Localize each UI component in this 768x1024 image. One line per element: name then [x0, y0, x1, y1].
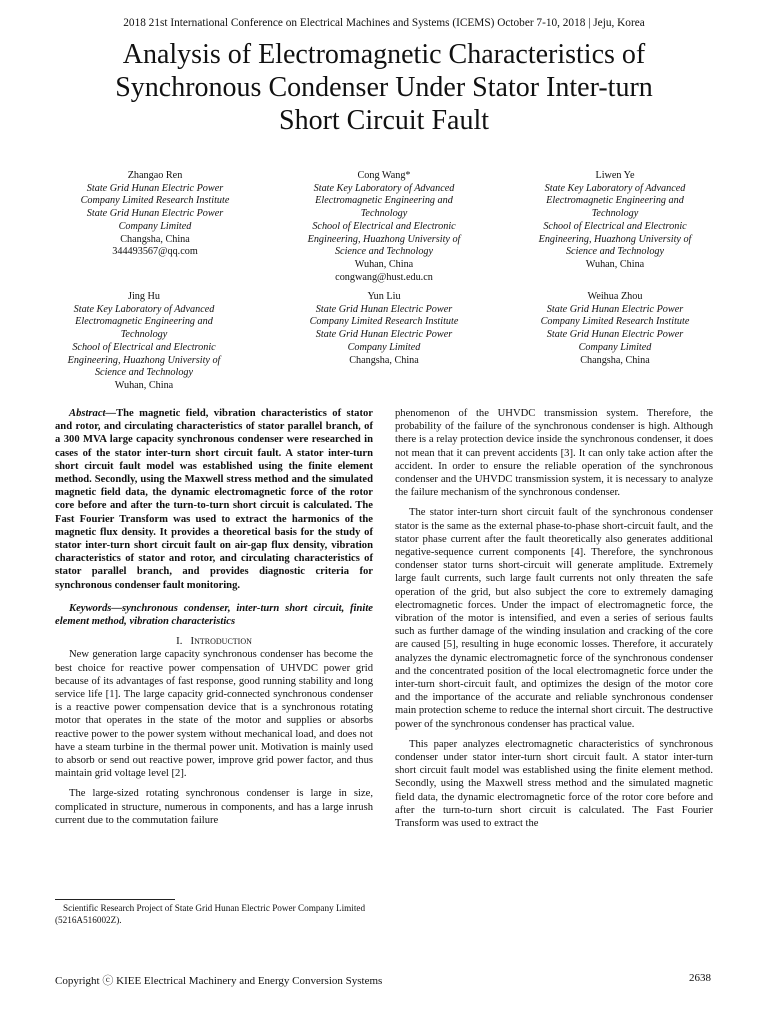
author-3: [515, 170, 715, 272]
right-column: [395, 407, 713, 830]
author-affiliation-line: Electromagnetic Engineering and: [315, 195, 453, 207]
keywords-text: synchronous condenser, inter-turn short circuit, finite element method, vibration characteristics: [55, 602, 373, 628]
title-line-1: Analysis of Electromagnetic Characteristics of: [122, 39, 646, 70]
author-affiliation-line: State Key Laboratory of Advanced: [313, 182, 455, 194]
author-affiliation-line: Electromagnetic Engineering and: [75, 316, 213, 328]
section-number: I.: [176, 635, 183, 648]
author-affiliation-line: School of Electrical and Electronic: [543, 220, 687, 232]
author-location: Wuhan, China: [354, 258, 414, 270]
author-6: [515, 291, 715, 367]
title-line-3: Short Circuit Fault: [279, 105, 489, 136]
right-paragraph-2: The stator inter-turn short circuit fault of the synchronous condenser stator is the same as the external phase-to-phase short-circuit fault, and the stator phase current after the fault theoretically also generates additional negative-sequence current components [4]. Therefore, the synchronous condenser stator turns short-circuit will generate amplitude. Extremely large fault currents, such large fault currents not only threaten the safe operation of the grid, but also subject the core to extremely damaging electromagnetic forces. Under the impact of electromagnetic force, the vibration of the motor is intensified, and even a series of serious faults such as further damage of the winding insulation and cracking of the core are caused [5], resulting in huge economic losses. Therefore, it accurately analyzes the dynamic electromagnetic force of the synchronous condenser and the concentrated position of the local electromagnetic force under the inter-turn short-circuit fault, and optimizes the design of the motor core and the importance of the accurate and reliable synchronous condenser main protection scheme to reduce the internal short circuit. The destructive power of the synchronous condenser has practical value.: [395, 507, 713, 730]
author-name: Jing Hu: [128, 291, 160, 302]
copyright-line: [55, 972, 382, 988]
author-name: Cong Wang*: [357, 170, 411, 181]
author-location: Changsha, China: [580, 354, 650, 366]
author-affiliation-line: Company Limited: [578, 341, 652, 353]
author-location: Changsha, China: [349, 354, 419, 366]
copyright-text: Copyright: [55, 975, 100, 987]
author-affiliation-line: Engineering, Huazhong University of: [307, 233, 461, 245]
author-affiliation-line: Science and Technology: [565, 246, 665, 258]
copyright-icon: ⓒ: [102, 975, 114, 987]
author-affiliation-line: Engineering, Huazhong University of: [67, 354, 221, 366]
author-affiliation-line: State Grid Hunan Electric Power: [315, 303, 453, 315]
title-line-2: Synchronous Condenser Under Stator Inter-turn: [115, 72, 653, 103]
author-name: Weihua Zhou: [587, 291, 643, 302]
keywords: [55, 602, 373, 628]
section-heading-introduction: [55, 635, 373, 648]
abstract: [55, 407, 373, 592]
author-name: Yun Liu: [367, 291, 401, 302]
keywords-label: Keywords—: [69, 602, 122, 614]
right-paragraph-1: phenomenon of the UHVDC transmission system. Therefore, the probability of the failure of the synchronous condenser is high. Although there is a relay protection device inside the synchronous condenser, it does not mean that it can prevent accidents [3]. It can only take action after the accident. In order to ensure the reliable operation of the synchronous condenser and the UHVDC transmission system, it is necessary to analyze the failure mechanism of the synchronous condenser.: [395, 408, 713, 499]
conference-header: 2018 21st International Conference on Electrical Machines and Systems (ICEMS) October 7-10, 2018 | Jeju, Korea: [123, 17, 645, 29]
author-affiliation-line: Engineering, Huazhong University of: [538, 233, 692, 245]
author-affiliation-line: Company Limited: [347, 341, 421, 353]
author-affiliation-line: Science and Technology: [94, 367, 194, 379]
author-affiliation-line: State Grid Hunan Electric Power: [86, 208, 224, 220]
intro-paragraph-1: New generation large capacity synchronous condenser has become the best choice for reactive power compensation of UHVDC power grid because of its advantages of fast response, good running stability and long service life [1]. The large capacity grid-connected synchronous condenser is a reactive power compensation device that is a synchronous rotating motor that operates in the state of the motor and supplies or absorbs reactive power to the power system without mechanical load, and does not have a steam turbine in the thermal power unit. Motivation is mainly used to absorb or send out reactive power, improve grid power factor, and thus maintain grid voltage level [2].: [55, 649, 373, 780]
author-name: Zhangao Ren: [127, 170, 183, 181]
left-column: [55, 407, 373, 827]
author-affiliation-line: State Key Laboratory of Advanced: [544, 182, 686, 194]
author-affiliation-line: State Key Laboratory of Advanced: [73, 303, 215, 315]
author-location: Wuhan, China: [114, 379, 174, 391]
author-5: [284, 291, 484, 367]
abstract-text: The magnetic field, vibration characteristics of stator and rotor, and circulating characteristics of stator parallel branch, of a 300 MVA large capacity synchronous condenser were researched in cases of the stator inter-turn short circuit fault. A stator inter-turn short circuit fault model was established using the finite element method. Secondly, using the Maxwell stress method and the simulated magnetic field data, the dynamic electromagnetic force of the rotor core before and after the turn-to-turn short circuit is calculated. The Fast Fourier Transform was used to extract the harmonics of the magnetic flux density. It provides a theoretical basis for the study of stator inter-turn short circuit fault on air-gap flux density, vibration characteristics of stator and rotor, and circulating characteristics of stator parallel branch, and provides diagnostic criteria for synchronous condenser fault monitoring.: [55, 408, 373, 591]
paper-title: [40, 38, 728, 137]
author-affiliation-line: Technology: [120, 329, 168, 341]
author-affiliation-line: Technology: [360, 208, 408, 220]
author-2: [284, 170, 484, 284]
author-affiliation-line: State Grid Hunan Electric Power: [546, 329, 684, 341]
footnote-rule: [55, 899, 175, 900]
author-email: 344493567@qq.com: [112, 246, 198, 258]
author-affiliation-line: Company Limited Research Institute: [540, 316, 690, 328]
right-paragraph-3: This paper analyzes electromagnetic characteristics of synchronous condenser under stator inter-turn short circuit fault. A stator inter-turn short circuit fault model was established using the finite element method. Secondly, using the Maxwell stress method and the simulated magnetic field data, the dynamic electromagnetic force of the rotor core before and after the turn-to-turn short circuit is calculated. The Fast Fourier Transform was used to extract the: [395, 738, 713, 830]
author-location: Changsha, China: [120, 233, 190, 245]
author-4: [44, 291, 244, 393]
author-affiliation-line: State Grid Hunan Electric Power: [315, 329, 453, 341]
intro-paragraph-2: The large-sized rotating synchronous condenser is large in size, complicated in structure, numerous in components, and has a large inrush current due to the commutation failure: [55, 788, 373, 826]
publisher-name: KIEE Electrical Machinery and Energy Conversion Systems: [116, 975, 383, 987]
author-affiliation-line: School of Electrical and Electronic: [312, 220, 456, 232]
author-1: [55, 170, 255, 259]
author-location: Wuhan, China: [585, 258, 645, 270]
author-affiliation-line: Science and Technology: [334, 246, 434, 258]
footnote: Scientific Research Project of State Grid Hunan Electric Power Company Limited (5216A516002Z).: [55, 903, 366, 925]
author-affiliation-line: State Grid Hunan Electric Power: [546, 303, 684, 315]
abstract-label: Abstract—: [69, 408, 117, 419]
author-affiliation-line: School of Electrical and Electronic: [72, 341, 216, 353]
author-affiliation-line: Company Limited Research Institute: [80, 195, 230, 207]
author-affiliation-line: Company Limited Research Institute: [309, 316, 459, 328]
author-name: Liwen Ye: [595, 170, 635, 181]
author-affiliation-line: Technology: [591, 208, 639, 220]
page-number: 2638: [689, 972, 711, 984]
author-affiliation-line: State Grid Hunan Electric Power: [86, 182, 224, 194]
author-affiliation-line: Electromagnetic Engineering and: [546, 195, 684, 207]
section-title: Introduction: [190, 635, 252, 648]
author-affiliation-line: Company Limited: [118, 220, 192, 232]
author-email: congwang@hust.edu.cn: [335, 271, 433, 283]
